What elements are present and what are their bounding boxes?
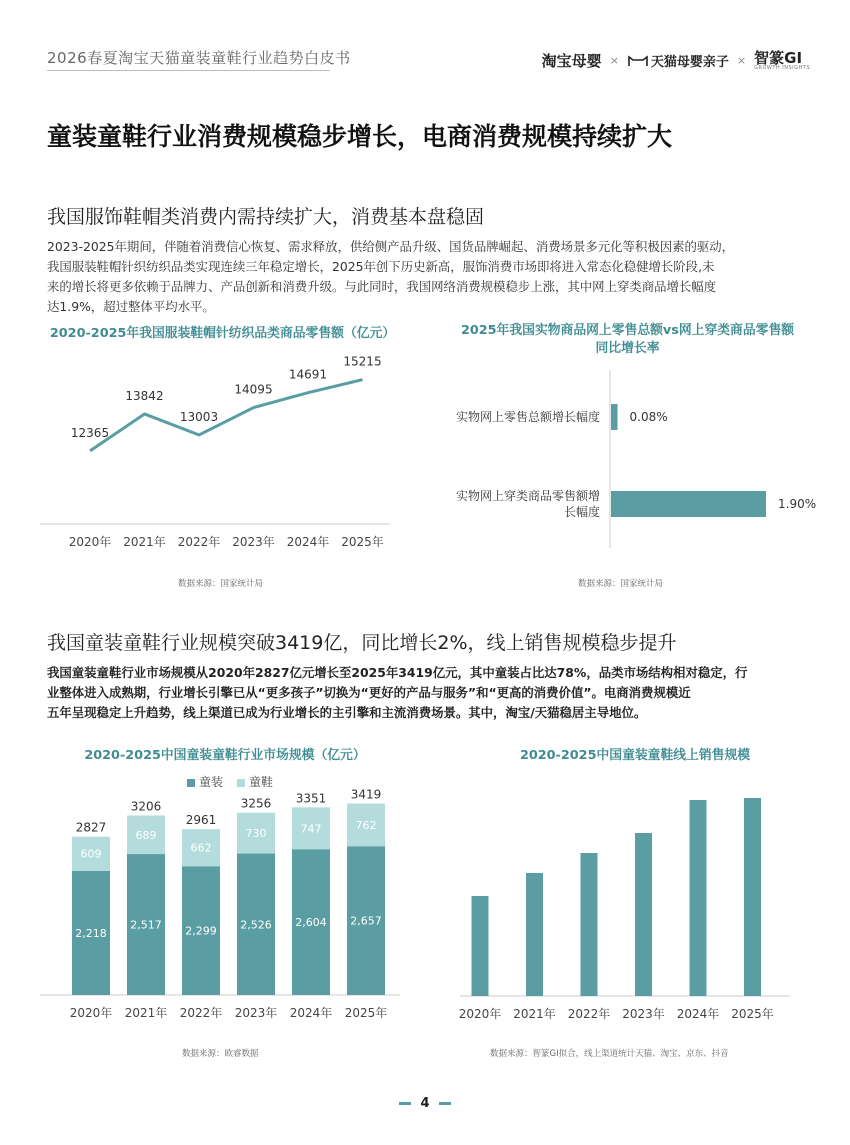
x-tick-label: 2020年	[69, 1006, 113, 1020]
tmall-logo-text: 天猫母婴亲子	[650, 55, 729, 70]
category-label: 长幅度	[563, 505, 600, 519]
chart4-title: 2020-2025中国童装童鞋线上销售规模	[519, 748, 751, 763]
data-label: 747	[300, 822, 322, 836]
x-tick-label: 2021年	[513, 1007, 556, 1021]
x-tick-label: 2024年	[289, 1006, 333, 1020]
x-tick-label: 2025年	[344, 1006, 388, 1020]
paragraph-line: 我国童装童鞋行业市场规模从2020年2827亿元增长至2025年3419亿元，其中童装占比达78%，品类市场结构相对稳定，行	[47, 665, 748, 680]
chart3-title: 2020-2025中国童装童鞋行业市场规模（亿元）	[84, 748, 366, 763]
bar	[611, 491, 766, 517]
data-label: 689	[135, 828, 157, 842]
data-label: 13003	[179, 409, 219, 424]
partner-logos	[542, 50, 810, 71]
x-tick-label: 2022年	[177, 535, 221, 549]
bar	[526, 873, 543, 996]
data-label: 609	[80, 847, 102, 861]
x-tick-label: 2024年	[676, 1007, 720, 1021]
page-title: 童装童鞋行业消费规模稳步增长，电商消费规模持续扩大	[47, 122, 673, 151]
x-tick-label: 2020年	[68, 535, 112, 549]
document-title: 2026春夏淘宝天猫童装童鞋行业趋势白皮书	[47, 49, 351, 67]
pager-dash	[399, 1102, 411, 1105]
total-label: 3419	[350, 787, 382, 802]
paragraph-line: 来的增长将更多依赖于品牌力、产品创新和消费升级。与此同时，我国网络消费规模稳步上涨，其中网上穿类商品增长幅度	[47, 279, 717, 294]
section2-title: 我国童装童鞋行业规模突破3419亿，同比增长2%，线上销售规模稳步提升	[47, 632, 677, 654]
legend-item	[237, 773, 273, 790]
header-divider	[47, 70, 330, 71]
x-tick-label: 2021年	[124, 1006, 168, 1020]
data-label: 2,218	[75, 926, 107, 940]
category-label: 实物网上零售总额增长幅度	[455, 410, 600, 424]
chart2-hbar-chart	[430, 370, 830, 555]
paragraph-line: 五年呈现稳定上升趋势，线上渠道已成为行业增长的主引擎和主流消费场景。其中，淘宝/天猫稳居主导地位。	[47, 705, 647, 720]
total-label: 2961	[185, 813, 217, 828]
page-number-text: 4	[420, 1096, 430, 1111]
bar	[690, 800, 707, 996]
x-tick-label: 2024年	[286, 535, 330, 549]
x-tick-label: 2020年	[458, 1007, 502, 1021]
section2-paragraph	[47, 663, 817, 723]
data-label: 2,526	[240, 918, 272, 932]
x-tick-label: 2025年	[341, 535, 384, 549]
data-label: 2,517	[130, 918, 162, 932]
pager-dash	[439, 1102, 451, 1105]
page-number	[0, 1096, 850, 1111]
data-label: 730	[245, 827, 267, 841]
legend-label: 童鞋	[249, 775, 274, 789]
data-label: 15215	[343, 354, 382, 369]
data-label: 762	[355, 818, 377, 832]
x-tick-label: 2023年	[234, 1006, 278, 1020]
data-label: 1.90%	[778, 497, 817, 511]
paragraph-line: 我国服装鞋帽针织纺织品类实现连续三年稳定增长，2025年创下历史新高，服饰消费市场即将进入常态化稳健增长阶段,未	[47, 259, 715, 274]
chart1-title: 2020-2025年我国服装鞋帽针纺织品类商品零售额（亿元）	[49, 326, 396, 341]
paragraph-line: 业整体进入成熟期，行业增长引擎已从“更多孩子”切换为“更好的产品与服务”和“更高的消费价值”。电商消费规模近	[47, 685, 691, 700]
legend-label: 童装	[199, 775, 224, 789]
chart3-legend	[187, 773, 273, 790]
data-label: 2,604	[295, 916, 327, 930]
bar	[581, 853, 598, 996]
x-tick-label: 2022年	[567, 1007, 611, 1021]
tmall-logo	[627, 51, 729, 70]
chart2-source: 数据来源：国家统计局	[578, 579, 664, 589]
legend-item	[187, 773, 223, 790]
paragraph-line: 2023-2025年期间，伴随着消费信心恢复、需求释放，供给侧产品升级、国货品牌崛起、消费场景多元化等积极因素的驱动，	[47, 239, 735, 254]
chart3-source: 数据来源：欧睿数据	[182, 1049, 259, 1059]
zhizhuan-gi-logo	[754, 48, 810, 71]
x-tick-label: 2025年	[731, 1007, 774, 1021]
tmall-cat-icon	[627, 54, 649, 68]
chart1-source: 数据来源：国家统计局	[178, 579, 264, 589]
data-label: 0.08%	[629, 410, 668, 424]
chart1-line-chart	[40, 350, 410, 555]
data-label: 13842	[125, 388, 164, 403]
chart2-title-line: 同比增长率	[595, 341, 660, 356]
x-tick-label: 2021年	[123, 535, 166, 549]
taobao-muying-logo: 淘宝母婴	[541, 52, 602, 70]
separator-x: ×	[609, 54, 619, 67]
paragraph-line: 达1.9%，超过整体平均水平。	[47, 299, 215, 314]
zhizhuan-gi-subtitle: GROWTH INSIGHTS	[754, 64, 810, 71]
x-tick-label: 2023年	[232, 535, 275, 549]
data-label: 12365	[70, 425, 110, 440]
total-label: 3351	[295, 791, 327, 806]
section1-title: 我国服饰鞋帽类消费内需持续扩大，消费基本盘稳固	[47, 206, 485, 228]
chart3-stacked-bar-chart	[40, 787, 410, 1025]
data-label: 2,657	[350, 914, 382, 928]
x-tick-label: 2022年	[179, 1006, 223, 1020]
chart4-bar-chart	[445, 780, 815, 1025]
chart2-title	[435, 322, 820, 358]
data-label: 14691	[288, 367, 328, 382]
section1-paragraph	[47, 237, 817, 317]
bar	[472, 896, 489, 996]
total-label: 2827	[75, 820, 107, 835]
data-label: 2,299	[185, 924, 217, 938]
bar	[611, 404, 618, 430]
data-label: 14095	[234, 382, 273, 397]
legend-swatch	[237, 779, 245, 787]
zhizhuan-gi-logo-text: 智篆GI	[754, 48, 803, 67]
category-label: 实物网上穿类商品零售额增	[455, 489, 600, 503]
legend-swatch	[187, 779, 195, 787]
chart4-source: 数据来源：智篆GI拟合，线上渠道统计天猫、淘宝、京东、抖音	[490, 1049, 729, 1059]
bar	[635, 833, 652, 996]
total-label: 3256	[240, 796, 272, 811]
data-label: 662	[190, 841, 212, 855]
chart2-title-line: 2025年我国实物商品网上零售总额vs网上穿类商品零售额	[460, 323, 795, 338]
separator-x: ×	[736, 54, 747, 67]
x-tick-label: 2023年	[622, 1007, 665, 1021]
total-label: 3206	[130, 799, 162, 814]
bar	[744, 798, 761, 996]
